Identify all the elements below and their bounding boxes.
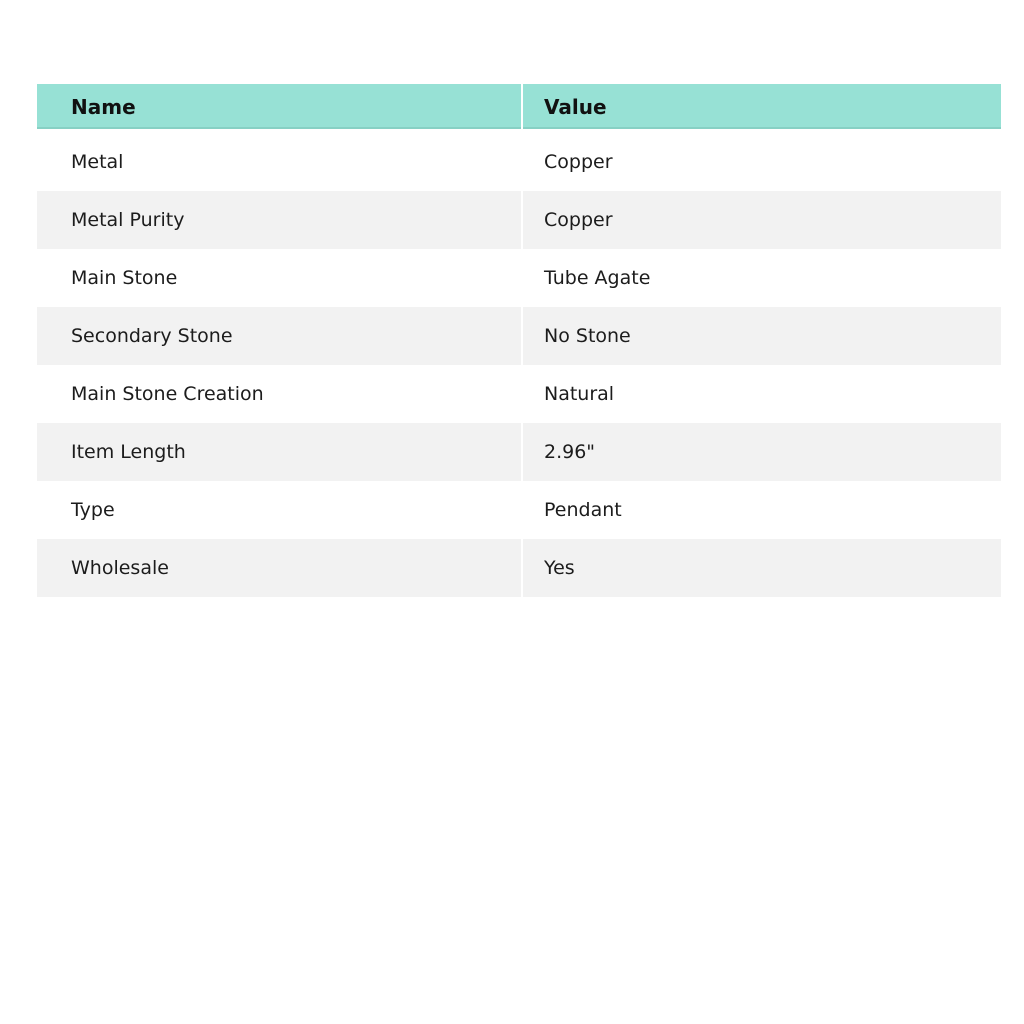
attribute-name-cell: Secondary Stone [37, 307, 523, 365]
table-body [37, 133, 1001, 597]
attribute-name-cell: Metal Purity [37, 191, 523, 249]
attribute-value-cell: Natural [523, 365, 1001, 423]
attribute-value-cell: Tube Agate [523, 249, 1001, 307]
table-head [37, 84, 1001, 133]
table-row [37, 249, 1001, 307]
table-row [37, 365, 1001, 423]
table-row [37, 133, 1001, 191]
column-header-value: Value [523, 84, 1001, 133]
attribute-value-cell: Copper [523, 133, 1001, 191]
table-row [37, 481, 1001, 539]
attribute-name-cell: Type [37, 481, 523, 539]
attribute-name-cell: Metal [37, 133, 523, 191]
column-header-name: Name [37, 84, 523, 133]
table-row [37, 307, 1001, 365]
attribute-value-cell: Copper [523, 191, 1001, 249]
attribute-name-cell: Main Stone Creation [37, 365, 523, 423]
attribute-value-cell: 2.96" [523, 423, 1001, 481]
table-row [37, 423, 1001, 481]
table-header-row [37, 84, 1001, 133]
attribute-value-cell: Pendant [523, 481, 1001, 539]
attribute-value-cell: Yes [523, 539, 1001, 597]
attribute-name-cell: Wholesale [37, 539, 523, 597]
product-attributes-table [37, 84, 1001, 597]
attribute-name-cell: Main Stone [37, 249, 523, 307]
table-row [37, 539, 1001, 597]
attribute-name-cell: Item Length [37, 423, 523, 481]
attribute-value-cell: No Stone [523, 307, 1001, 365]
table-row [37, 191, 1001, 249]
